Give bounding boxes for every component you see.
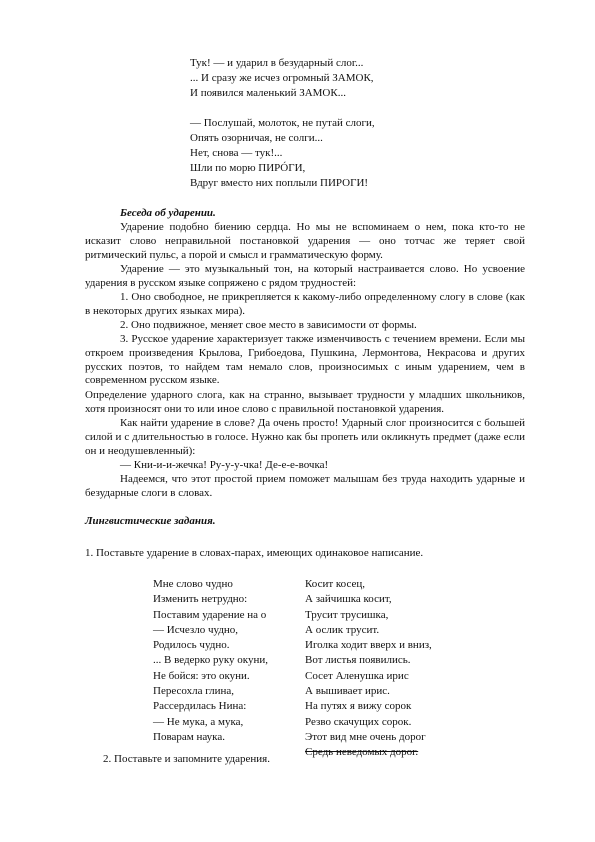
verse-line: Сосет Аленушка ирис — [305, 669, 409, 682]
poem-line: Шли по морю ПИРÓГИ, — [190, 162, 306, 174]
verse-line: На путях я вижу сорок — [305, 700, 412, 713]
verse-line: — Не мука, а мука, — [153, 715, 244, 728]
poem-right-column — [305, 577, 432, 761]
verse-line: Трусит трусишка, — [305, 608, 389, 621]
verse-line: Резво скачущих сорок. — [305, 715, 412, 728]
poem-line: — Послушай, молоток, не путай слоги, — [190, 117, 375, 129]
verse-line: Рассердилась Нина: — [153, 700, 247, 713]
task-1: 1. Поставьте ударение в словах-парах, имеющих одинаковое написание. — [85, 547, 424, 559]
list-item: 2. Оно подвижное, меняет свое место в зависимости от формы. — [120, 319, 417, 331]
verse-line-struck: Средь неведомых дорог. — [305, 746, 419, 759]
list-item: 3. Русское ударение характеризует также изменчивость с течением времени. Если мы откроем произведения Крылова, Грибоедова, Пушкина, Лермонтова, Некрасова и других русских поэтов, то найдем там немало слов, произносимых с иным ударением, чем в современном русском языке. — [85, 333, 525, 387]
verse-line: Не бойся: это окуни. — [153, 669, 250, 682]
verse-line: Вот листья появились. — [305, 654, 411, 667]
verse-line: — Исчезло чудно, — [153, 623, 239, 636]
poem-line: Тук! — и ударил в безударный слог... — [190, 57, 364, 69]
verse-line: Изменить нетрудно: — [153, 593, 248, 606]
paragraph: Как найти ударение в слове? Да очень просто! Ударный слог произносится с большей силой и с длительностью в голосе. Нужно как бы пропеть или окликнуть предмет (даже если он и неодушевленный): — [85, 417, 525, 457]
paragraph: Надеемся, что этот простой прием поможет малышам без труда находить ударные и безударные слоги в словах. — [85, 473, 525, 499]
verse-line: Поварам наука. — [153, 730, 225, 743]
poem-line: Вдруг вместо них поплыли ПИРОГИ! — [190, 177, 369, 189]
verse-line: А ослик трусит. — [305, 623, 380, 636]
verse-line: Мне слово чудно — [153, 578, 233, 590]
verse-line: Иголка ходит вверх и вниз, — [305, 639, 432, 652]
verse-line: Родилось чудно. — [153, 639, 230, 652]
paragraph: Ударение — это музыкальный тон, на который настраивается слово. Но усвоение ударения в русском языке сопряжено с рядом трудностей: — [85, 263, 525, 289]
list-item: 1. Оно свободное, не прикрепляется к какому-либо определенному слогу в слове (как в некоторых других языках мира). — [85, 291, 525, 317]
poem-line: И появился маленький ЗАМОК... — [190, 87, 346, 99]
poem-left-column — [153, 577, 268, 745]
verse-line: А вышивает ирис. — [305, 685, 390, 698]
poem-line: ... И сразу же исчез огромный ЗАМОК, — [190, 72, 374, 84]
paragraph: — Кни-и-и-жечка! Ру-у-у-чка! Де-е-е-вочка! — [120, 459, 329, 471]
task-2: 2. Поставьте и запомните ударения. — [103, 753, 270, 765]
paragraph: Ударение подобно биению сердца. Но мы не вспоминаем о нем, пока кто-то не исказит слово неправильной постановкой ударения — оно тотчас же теряет свой ритмический пульс, а порой и смысл и грамматическую форму. — [85, 221, 525, 261]
section-heading-linguistic-tasks: Лингвистические задания. — [85, 515, 216, 527]
paragraph: Определение ударного слога, как на странно, вызывает трудности у младших школьников, хотя произносят они то или иное слово с правильной постановкой ударения. — [85, 389, 525, 415]
verse-line: Поставим ударение на о — [153, 608, 267, 621]
verse-line: А зайчишка косит, — [305, 593, 392, 606]
section-heading-stress-talk: Беседа об ударении. — [120, 207, 216, 219]
verse-line: ... В ведерко руку окуни, — [153, 654, 268, 667]
verse-line: Косит косец, — [305, 578, 365, 590]
poem-line: Опять озорничая, не солги... — [190, 132, 323, 144]
verse-line: Этот вид мне очень дорог — [305, 730, 426, 743]
verse-line: Пересохла глина, — [153, 685, 235, 698]
poem-line: Нет, снова — тук!... — [190, 147, 283, 159]
